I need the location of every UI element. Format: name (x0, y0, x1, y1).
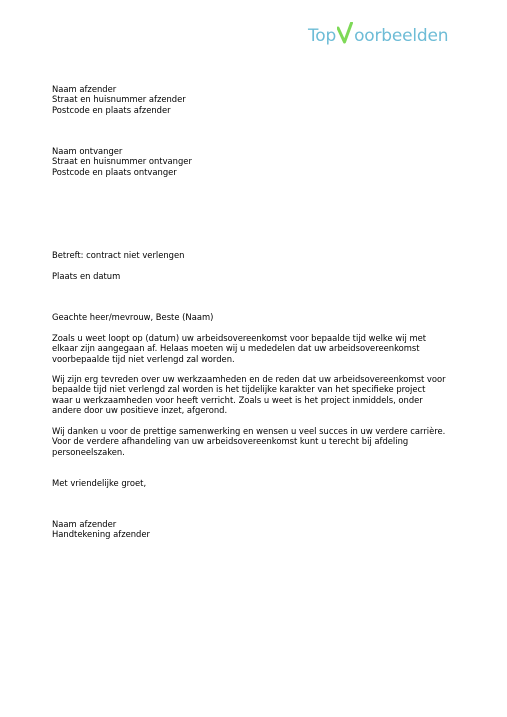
signature-handtekening: Handtekening afzender (52, 529, 150, 540)
paragraph-line: andere door uw positieve inzet, afgerond. (52, 405, 228, 416)
signature-name: Naam afzender (52, 519, 117, 529)
subject-text: Betreft: contract niet verlengen (52, 250, 185, 260)
signature-block (52, 519, 150, 540)
salutation-line (52, 312, 213, 322)
logo-text-top: Top (308, 26, 337, 46)
paragraph-line: elkaar zijn aangegaan af. Helaas moeten wij u mededelen dat uw arbeidsovereenkomst (52, 343, 420, 354)
subject-line (52, 250, 184, 260)
recipient-postcode: Postcode en plaats ontvanger (52, 166, 177, 177)
paragraph-line: Zoals u weet loopt op (datum) uw arbeidsovereenkomst voor bepaalde tijd welke wij met (52, 333, 427, 343)
paragraph-line: waar u werkzaamheden voor heeft verricht. Zoals u weet is het project inmiddels, onder (52, 394, 423, 405)
logo-v-checkmark-icon (337, 22, 353, 44)
paragraph-line: Voor de verdere afhandeling van uw arbeidsovereenkomst kunt u terecht bij afdeling (52, 436, 409, 447)
paragraph-2 (52, 374, 446, 416)
closing-text: Met vriendelijke groet, (52, 478, 147, 488)
paragraph-line: voorbepaalde tijd niet verlengd zal worden. (52, 353, 235, 364)
paragraph-line: Wij danken u voor de prettige samenwerking en wensen u veel succes in uw verdere carrière. (52, 426, 446, 436)
logo (308, 22, 454, 50)
sender-postcode: Postcode en plaats afzender (52, 104, 171, 115)
sender-name: Naam afzender (52, 84, 117, 94)
sender-street: Straat en huisnummer afzender (52, 94, 186, 105)
closing-line (52, 478, 146, 488)
paragraph-3 (52, 426, 445, 457)
place-date-line (52, 271, 120, 281)
logo-v-letter (354, 22, 355, 23)
sender-block (52, 84, 186, 115)
paragraph-1 (52, 333, 426, 364)
recipient-name: Naam ontvanger (52, 146, 123, 156)
paragraph-line: bepaalde tijd niet verlengd zal worden is het tijdelijke karakter van het specifieke project (52, 384, 426, 395)
paragraph-line: Wij zijn erg tevreden over uw werkzaamheden en de reden dat uw arbeidsovereenkomst voor (52, 374, 446, 384)
place-date-text: Plaats en datum (52, 271, 121, 281)
recipient-street: Straat en huisnummer ontvanger (52, 156, 192, 167)
paragraph-line: personeelszaken. (52, 446, 125, 457)
recipient-block (52, 146, 192, 177)
logo-text-voorbeelden: oorbeelden (354, 26, 449, 46)
salutation-text: Geachte heer/mevrouw, Beste (Naam) (52, 312, 214, 322)
